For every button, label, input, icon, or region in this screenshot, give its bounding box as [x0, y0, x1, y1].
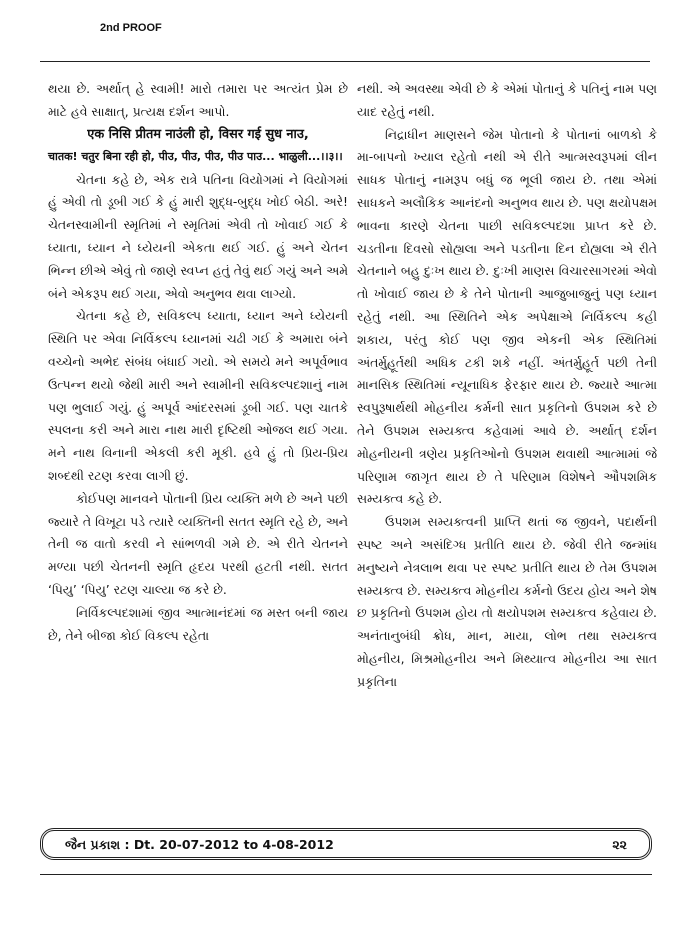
hindi-verse-line-2: चातक! चतुर बिना रही हो, पीउ, पीउ, पीउ, पीउ पाउ... भाळुली...।।३।। [48, 150, 343, 164]
left-column [48, 78, 348, 647]
proof-label: 2nd PROOF [100, 22, 162, 34]
right-paragraph-3: ઉપશમ સમ્યક્ત્વની પ્રાપ્તિ થતાં જ જીવને, પદાર્થની સ્પષ્ટ અને અસંદિગ્ધ પ્રતીતિ થાય છે. જેવી રીતે જન્માંધ મનુષ્યને નેત્રલાભ થવા પર સ્પષ્ટ પ્રતીતિ થાય છે તેમ ઉપશમ સમ્યક્ત્વ છે. સમ્યક્ત્વ મોહનીય કર્મનો ઉદય હોય અને શેષ છ પ્રકૃતિનો ઉપશમ હોય તો ક્ષયોપશમ સમ્યક્ત્વ કહેવાય છે. અનંતાનુબંધી ક્રોધ, માન, માયા, લોભ તથા સમ્યક્ત્વ મોહનીય, મિશ્રમોહનીય અને મિથ્યાત્વ મોહનીય આ સાત પ્રકૃતિના [357, 514, 657, 689]
footer-rule [40, 874, 652, 875]
left-paragraph-2: ચેતના કહે છે, એક રાત્રે પતિના વિયોગમાં ને વિયોગમાં હું એવી તો ડૂબી ગઈ કે હું મારી શુદ્ધ-બુદ્ધ ખોઈ બેઠી. અરે! ચેતનસ્વામીની સ્મૃતિમાં ને સ્મૃતિમાં એવી તો ખોવાઈ ગઈ કે ધ્યાતા, ધ્યાન ને ધ્યેયની એકતા થઈ ગઈ. હું અને ચેતન ભિન્ન છીએ એવું તો જાણે સ્વપ્ન હતું તેવું થઈ ગયું અને અમે બંને એકરૂપ થઈ ગયા, એવો અનુભવ થવા લાગ્યો. [48, 171, 348, 301]
left-paragraph-4: કોઈપણ માનવને પોતાની પ્રિય વ્યક્તિ મળે છે અને પછી જ્યારે તે વિખૂટા પડે ત્યારે વ્યક્તિની સતત સ્મૃતિ રહે છે, અને તેની જ વાતો કરવી ને સાંભળવી ગમે છે. એ રીતે ચેતનને મળ્યા પછી ચેતનની સ્મૃતિ હૃદય પરથી હટતી નથી. સતત ‘પિયુ’ ‘પિયુ’ રટણ ચાલ્યા જ કરે છે. [48, 490, 348, 597]
header-rule [40, 61, 650, 62]
right-column [357, 78, 657, 694]
hindi-verse-line-1: एक निसि प्रीतम नाउंली हो, विसर गई सुध नाउ, [87, 126, 309, 142]
right-paragraph-1: નથી. એ અવસ્થા એવી છે કે એમાં પોતાનું કે પતિનું નામ પણ યાદ રહેતું નથી. [357, 81, 657, 119]
left-paragraph-1: થયા છે. અર્થાત્ હે સ્વામી! મારો તમારા પર અત્યંત પ્રેમ છે માટે હવે સાક્ષાત્, પ્રત્યક્ષ દર્શન આપો. [48, 81, 348, 119]
publication-info: જૈન પ્રકાશ : Dt. 20-07-2012 to 4-08-2012 [65, 837, 334, 852]
right-paragraph-2: નિદ્રાધીન માણસને જેમ પોતાનો કે પોતાનાં બાળકો કે મા-બાપનો ખ્યાલ રહેતો નથી એ રીતે આત્મસ્વરૂપમાં લીન સાધક પોતાનું નામરૂપ બધું જ ભૂલી જાય છે. તથા એમાં સાધકને અલૌકિક આનંદનો અનુભવ થાય છે. પણ ક્ષયોપક્ષમ ભાવના કારણે ચેતના પાછી સવિકલ્પદશા પ્રાપ્ત કરે છે. ચડતીના દિવસો સોહ્યલા અને પડતીના દિન દોહ્યલા એ રીતે ચેતનાને બહુ દુઃખ થાય છે. દુઃખી માણસ વિચારસાગરમાં એવો તો ખોવાઈ જાય છે કે તેને પોતાની આજુબાજુનું પણ ધ્યાન રહેતું નથી. આ સ્થિતિને એક અપેક્ષાએ નિર્વિકલ્પ કહી શકાય, પરંતુ કોઈ પણ જીવ એકની એક સ્થિતિમાં અંતર્મુહૂર્તથી અધિક ટકી શકે નહીં. અંતર્મુહૂર્ત પછી તેની માનસિક સ્થિતિમાં ન્યૂનાધિક ફેરફાર થાય છે. જ્યારે આત્મા સ્વપુરૂષાર્થથી મોહનીય કર્મની સાત પ્રકૃતિનો ઉપશમ કરે છે તેને ઉપશમ સમ્યક્ત્વ કહેવામાં આવે છે. અર્થાત્ દર્શન મોહનીયની ત્રણેય પ્રકૃતિઓનો ઉપશમ થવાથી આત્મામાં જે પરિણામ જાગૃત થાય છે તે પરિણામ વિશેષને ઔપશમિક સમ્યક્ત્વ કહે છે. [357, 126, 657, 507]
left-paragraph-5: નિર્વિકલ્પદશામાં જીવ આત્માનંદમાં જ મસ્ત બની જાય છે, તેને બીજા કોઈ વિકલ્પ રહેતા [48, 604, 348, 643]
footer-box [40, 828, 652, 860]
page-number: ૨૨ [612, 837, 627, 852]
left-paragraph-3: ચેતના કહે છે, સવિકલ્પ ધ્યાતા, ધ્યાન અને ધ્યેયની સ્થિતિ પર એવા નિર્વિકલ્પ ધ્યાનમાં ચઢી ગઈ કે અમારા બંને વચ્ચેનો અભેદ સંબંધ બંધાઈ ગયો. એ સમયે મને અપૂર્વભાવ ઉત્પન્ન થયો જેથી મારી અને સ્વામીની સવિકલ્પદશાનું નામ પણ ભુલાઈ ગયું. હું અપૂર્વ આંદરસમાં ડૂબી ગઈ. પણ ચાતકે સ્પલના કરી અને મારા નાથ મારી દૃષ્ટિથી ઓજલ થઈ ગયા. મને નાથ વિનાની એકલી કરી મૂકી. હવે હું તો પ્રિય-પ્રિય શબ્દથી રટણ કરવા લાગી છું. [48, 308, 348, 483]
